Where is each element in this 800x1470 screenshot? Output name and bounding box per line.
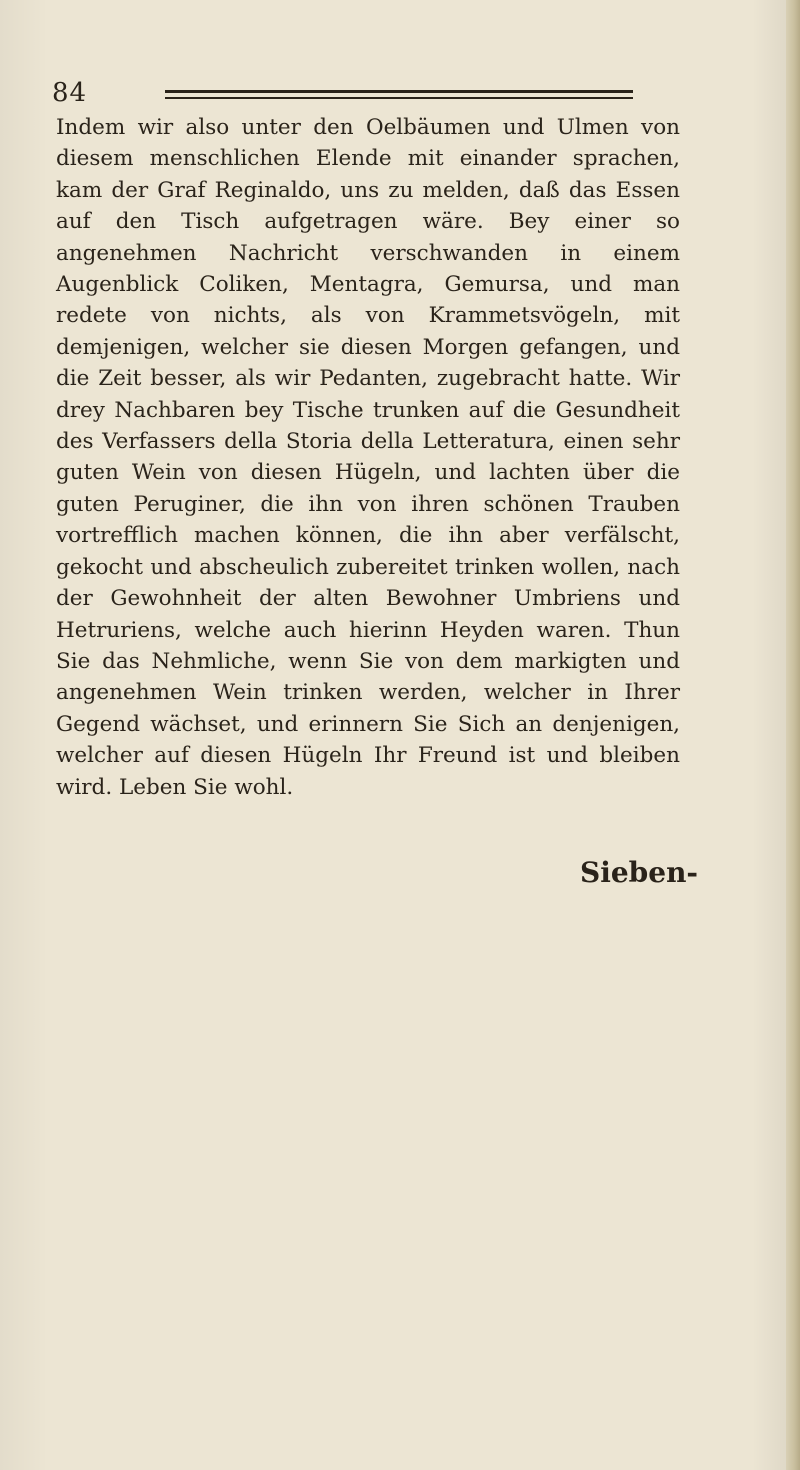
page-edge	[786, 0, 800, 1470]
header-rule-thin	[165, 97, 633, 99]
body-paragraph: Indem wir also unter den Oelbäumen und Ulmen von diesem menschlichen Elende mit einander sprachen, kam der Graf Reginaldo, uns zu melden, daß das Essen auf den Tisch aufgetragen wäre. Bey einer so angenehmen Nachricht verschwanden in einem Augenblick Coliken, Mentagra, Gemursa, und man redete von nichts, als von Krammetsvögeln, mit demjenigen, welcher sie diesen Morgen gefangen, und die Zeit besser, als wir Pedanten, zugebracht hatte. Wir drey Nachbaren bey Tische trunken auf die Gesundheit des Verfassers della Storia della Letteratura, einen sehr guten Wein von diesen Hügeln, und lachten über die guten Peruginer, die ihn von ihren schönen Trauben vortrefflich machen können, die ihn aber verfälscht, gekocht und abscheulich zubereitet trinken wollen, nach der Gewohnheit der alten Bewohner Umbriens und Hetruriens, welche auch hierinn Heyden waren. Thun Sie das Nehmliche, wenn Sie von dem markigten und angenehmen Wein trinken werden, welcher in Ihrer Gegend wächset, und erinnern Sie Sich an denjenigen, welcher auf diesen Hügeln Ihr Freund ist und bleiben wird. Leben Sie wohl.	[56, 115, 680, 800]
catchword: Sieben-	[580, 856, 699, 889]
page-number: 84	[52, 78, 88, 108]
header-rule	[165, 90, 633, 93]
